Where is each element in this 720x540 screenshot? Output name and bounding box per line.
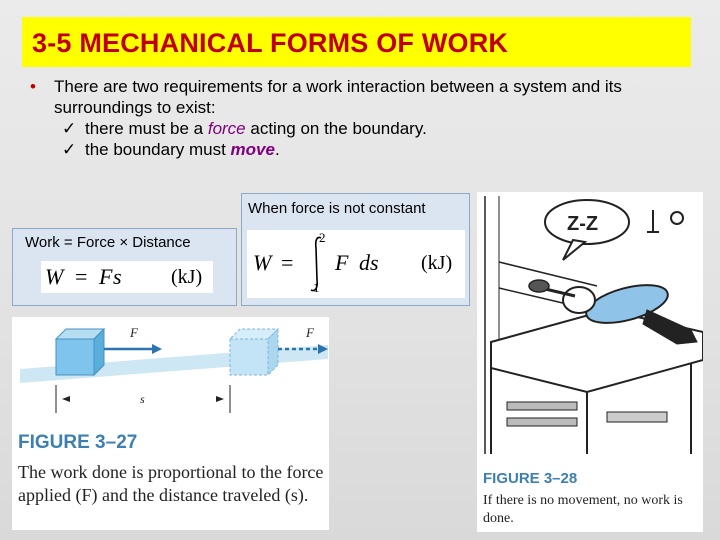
check-item-force [30, 118, 670, 139]
figure-28-caption: If there is no movement, no work is done. [483, 493, 683, 526]
nonconstant-force-box [241, 193, 470, 306]
figure-27-label: FIGURE 3–27 [18, 432, 138, 453]
integrand: F [335, 250, 349, 275]
figure-3-27 [12, 317, 329, 530]
distance-label: s [140, 392, 145, 406]
tool-icon [671, 212, 683, 224]
bullet-marker: • [30, 77, 36, 96]
emphasis-force: force [207, 119, 246, 138]
figure-28-label: FIGURE 3–28 [483, 470, 578, 487]
bullet-text: There are two requirements for a work interaction between a system and its surroundings to exist: [54, 77, 622, 117]
distance-arrowhead-right [216, 396, 224, 402]
bullet-list [30, 76, 670, 160]
distance-arrowhead-left [62, 396, 70, 402]
shelf-board [607, 412, 667, 422]
constant-force-box [12, 228, 237, 306]
slide-title: 3-5 MECHANICAL FORMS OF WORK [32, 28, 509, 58]
force-label-1: F [130, 325, 138, 340]
integral-eq: = [281, 250, 294, 275]
formula-eq: = [75, 264, 88, 289]
checkmark-icon: ✓ [62, 119, 77, 138]
constant-force-label: Work = Force × Distance [25, 234, 191, 251]
shelf-board [507, 418, 577, 426]
checkmark-icon: ✓ [62, 140, 77, 159]
integral-lower-limit: 1 [313, 280, 320, 295]
formula-unit: (kJ) [171, 266, 203, 288]
differential: ds [359, 250, 379, 275]
title-bar [22, 17, 691, 67]
wrench-icon [647, 210, 659, 232]
check-text-before: the boundary must [85, 140, 231, 159]
check-text-after: acting on the boundary. [245, 119, 427, 138]
snore-text: Z-Z [567, 213, 599, 235]
emphasis-move: move [230, 140, 275, 159]
work-diagram [12, 317, 329, 427]
formula-distance: s [113, 264, 122, 289]
cartoon-illustration [477, 192, 703, 460]
figure-27-caption: The work done is proportional to the force applied (F) and the distance traveled (s). [18, 462, 324, 505]
integral-upper-limit: 2 [319, 230, 326, 245]
nonconstant-force-label: When force is not constant [248, 200, 426, 217]
work-formula [41, 261, 213, 293]
check-item-move [30, 139, 670, 160]
formula-force: F [99, 264, 113, 289]
check-text-before: there must be a [85, 119, 208, 138]
integral-formula [247, 230, 465, 298]
figure-3-28 [477, 192, 703, 532]
cube-end [230, 329, 278, 375]
integral-unit: (kJ) [421, 252, 453, 274]
cube-start [56, 329, 104, 375]
formula-lhs: W [45, 264, 64, 289]
force-arrowhead-1 [152, 344, 162, 354]
shelf-board [507, 402, 577, 410]
bullet-item [30, 76, 670, 118]
force-label-2: F [306, 325, 314, 340]
speech-bubble-tail [563, 240, 585, 260]
integral-lhs: W [253, 250, 272, 275]
check-text-after: . [274, 140, 280, 159]
